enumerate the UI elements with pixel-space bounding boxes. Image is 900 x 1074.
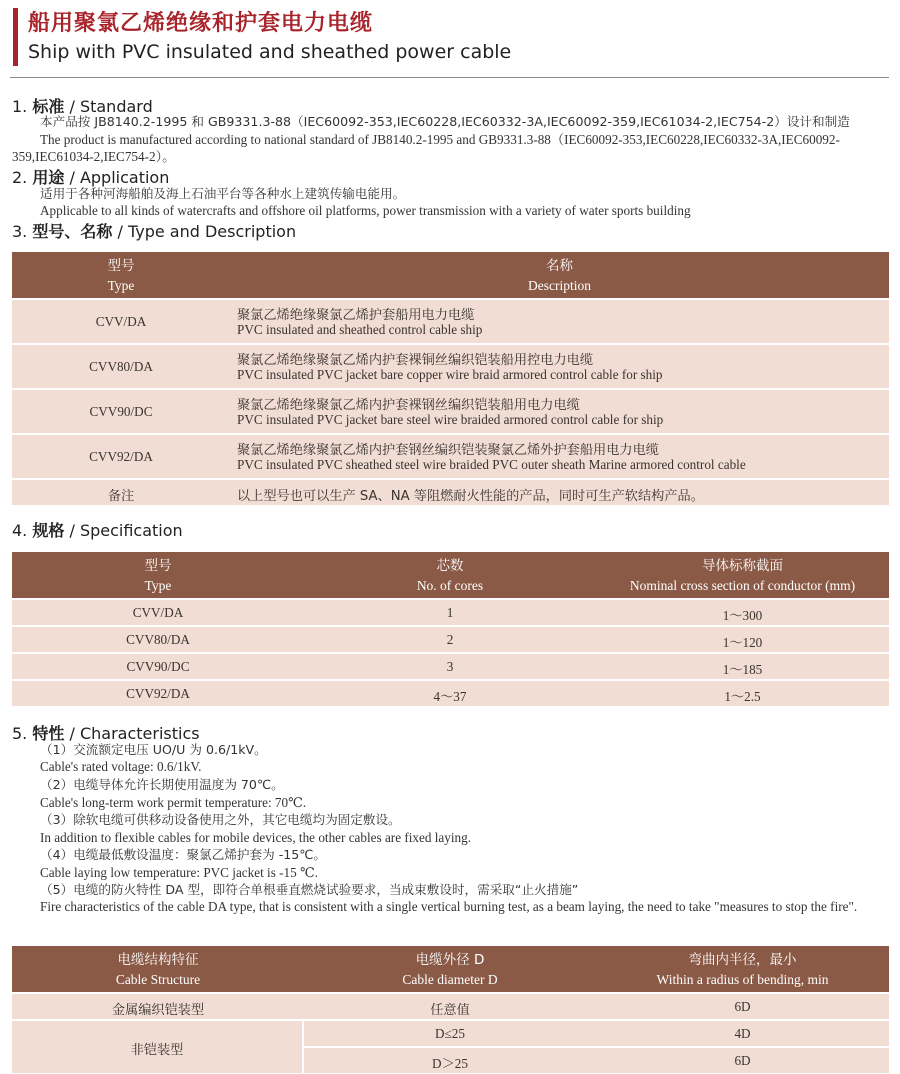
table-row: [12, 994, 889, 1019]
cores-cell: 4～37: [433, 689, 467, 704]
diameter-column-header: 电缆外径 D Cable diameter D: [402, 952, 498, 987]
merged-structure-cell: [12, 1021, 302, 1073]
table-row: [12, 345, 889, 388]
section-heading-application: 2. 用途 / Application: [12, 168, 170, 187]
char-1-cn: （1）交流额定电压 UO/U 为 0.6/1kV。: [40, 742, 267, 757]
standard-text-en-2: 359,IEC61034-2,IEC754-2）。: [12, 149, 176, 164]
char-4-en: Cable laying low temperature: PVC jacket is -15 ℃.: [40, 865, 319, 880]
type-cell: CVV/DA: [132, 605, 184, 620]
cores-column-header: 芯数 No. of cores: [416, 558, 484, 593]
standard-text-en-1: The product is manufactured according to national standard of JB8140.2-1995 and GB9331.3-88（IEC60092-353,IEC60228,IEC60332-3A,IEC60092-: [40, 132, 840, 147]
radius-cell: 6D: [734, 1053, 751, 1068]
note-row: [12, 480, 889, 505]
desc-en-cell: PVC insulated PVC sheathed steel wire braided PVC outer sheath Marine armored control cable: [237, 457, 746, 472]
section-cell: 1～120: [722, 635, 763, 650]
type-table: [12, 252, 889, 505]
char-5-cn: （5）电缆的防火特性 DA 型，即符合单根垂直燃烧试验要求，当成束敷设时，需采取“止火措施”: [40, 882, 579, 897]
type-cell: CVV92/DA: [89, 449, 153, 464]
type-cell: CVV80/DA: [126, 632, 190, 647]
title-divider: [10, 77, 889, 78]
section-cell: 1～300: [722, 608, 763, 623]
table-row: [12, 627, 889, 652]
type-cell: CVV90/DC: [126, 659, 190, 674]
section-cell: 1～2.5: [724, 689, 761, 704]
title-accent-bar: [13, 8, 18, 66]
type-column-header: 型号 Type: [144, 558, 172, 593]
spec-table: [12, 552, 889, 707]
note-label: 备注: [107, 489, 135, 504]
section-column-header: 导体标称截面 Nominal cross section of conductor (mm): [629, 558, 856, 593]
table-row: [12, 390, 889, 433]
desc-cn-cell: 聚氯乙烯绝缘聚氯乙烯内护套裸铜丝编织铠装船用控电力电缆: [237, 353, 594, 368]
structure-column-header: 电缆结构特征 Cable Structure: [115, 952, 201, 987]
char-3-en: In addition to flexible cables for mobile devices, the other cables are fixed laying.: [40, 830, 472, 845]
table-row: [12, 435, 889, 478]
table-row: [304, 1048, 889, 1073]
diameter-cell: D＞25: [432, 1056, 468, 1071]
cores-cell: 2: [446, 632, 454, 647]
section-heading-standard: 1. 标准 / Standard: [12, 97, 153, 116]
description-column-header: 名称 Description: [528, 258, 591, 293]
char-1-en: Cable's rated voltage: 0.6/1kV.: [40, 759, 202, 774]
bending-table: [12, 946, 889, 1074]
radius-column-header: 弯曲内半径，最小 Within a radius of bending, min: [656, 952, 829, 987]
spec-table-header: [12, 552, 889, 598]
type-cell: CVV80/DA: [89, 359, 153, 374]
type-cell: CVV92/DA: [126, 686, 190, 701]
char-4-cn: （4）电缆最低敷设温度：聚氯乙烯护套为 -15℃。: [40, 847, 327, 862]
section-cell: 1～185: [722, 662, 763, 677]
char-5-en: Fire characteristics of the cable DA type, that is consistent with a single vertical burning test, as a beam laying, the need to take "measures to stop the fire".: [40, 899, 858, 914]
type-cell: CVV90/DC: [89, 404, 153, 419]
radius-cell: 4D: [734, 1026, 751, 1041]
desc-cn-cell: 聚氯乙烯绝缘聚氯乙烯护套船用电力电缆: [237, 308, 475, 323]
page-title: 船用聚氯乙烯绝缘和护套电力电缆: [28, 11, 374, 36]
diameter-cell: 任意值: [430, 1003, 470, 1018]
table-row: [12, 600, 889, 625]
diameter-cell: D≤25: [435, 1026, 465, 1041]
table-row: [12, 654, 889, 679]
desc-cn-cell: 聚氯乙烯绝缘聚氯乙烯内护套钢丝编织铠装聚氯乙烯外护套船用电力电缆: [237, 443, 659, 458]
type-column-header: 型号 Type: [107, 258, 135, 293]
note-text: 以上型号也可以生产 SA、NA 等阻燃耐火性能的产品，同时可生产软结构产品。: [237, 489, 704, 504]
structure-cell: 非铠装型: [130, 1043, 184, 1058]
application-text-en: Applicable to all kinds of watercrafts and offshore oil platforms, power transmission with a variety of water sports building: [40, 203, 691, 218]
section-heading-specification: 4. 规格 / Specification: [12, 521, 183, 540]
section-heading-type: 3. 型号、名称 / Type and Description: [12, 222, 297, 241]
cores-cell: 3: [446, 659, 454, 674]
cores-cell: 1: [446, 605, 454, 620]
char-2-en: Cable's long-term work permit temperature: 70℃.: [40, 795, 307, 810]
char-3-cn: （3）除软电缆可供移动设备使用之外，其它电缆均为固定敷设。: [40, 812, 401, 827]
table-row: [12, 681, 889, 706]
desc-en-cell: PVC insulated PVC jacket bare steel wire braided armored control cable for ship: [237, 412, 664, 427]
desc-en-cell: PVC insulated and sheathed control cable ship: [237, 322, 483, 337]
type-cell: CVV/DA: [95, 314, 147, 329]
desc-cn-cell: 聚氯乙烯绝缘聚氯乙烯内护套裸钢丝编织铠装船用电力电缆: [237, 398, 580, 413]
bending-table-header: [12, 946, 889, 992]
standard-text-cn: 本产品按 JB8140.2-1995 和 GB9331.3-88（IEC60092-353,IEC60228,IEC60332-3A,IEC60092-359,IEC61034-2,IEC754-2）设计和制造: [40, 114, 850, 129]
type-table-header: [12, 252, 889, 298]
desc-en-cell: PVC insulated PVC jacket bare copper wire braid armored control cable for ship: [237, 367, 663, 382]
page-subtitle: Ship with PVC insulated and sheathed power cable: [28, 41, 512, 63]
application-text-cn: 适用于各种河海船舶及海上石油平台等各种水上建筑传输电能用。: [40, 186, 406, 201]
structure-cell: 金属编织铠装型: [111, 1003, 205, 1018]
char-2-cn: （2）电缆导体允许长期使用温度为 70℃。: [40, 777, 284, 792]
table-row: [12, 300, 889, 343]
radius-cell: 6D: [734, 999, 751, 1014]
section-heading-characteristics: 5. 特性 / Characteristics: [12, 724, 200, 743]
table-row: [304, 1021, 889, 1046]
